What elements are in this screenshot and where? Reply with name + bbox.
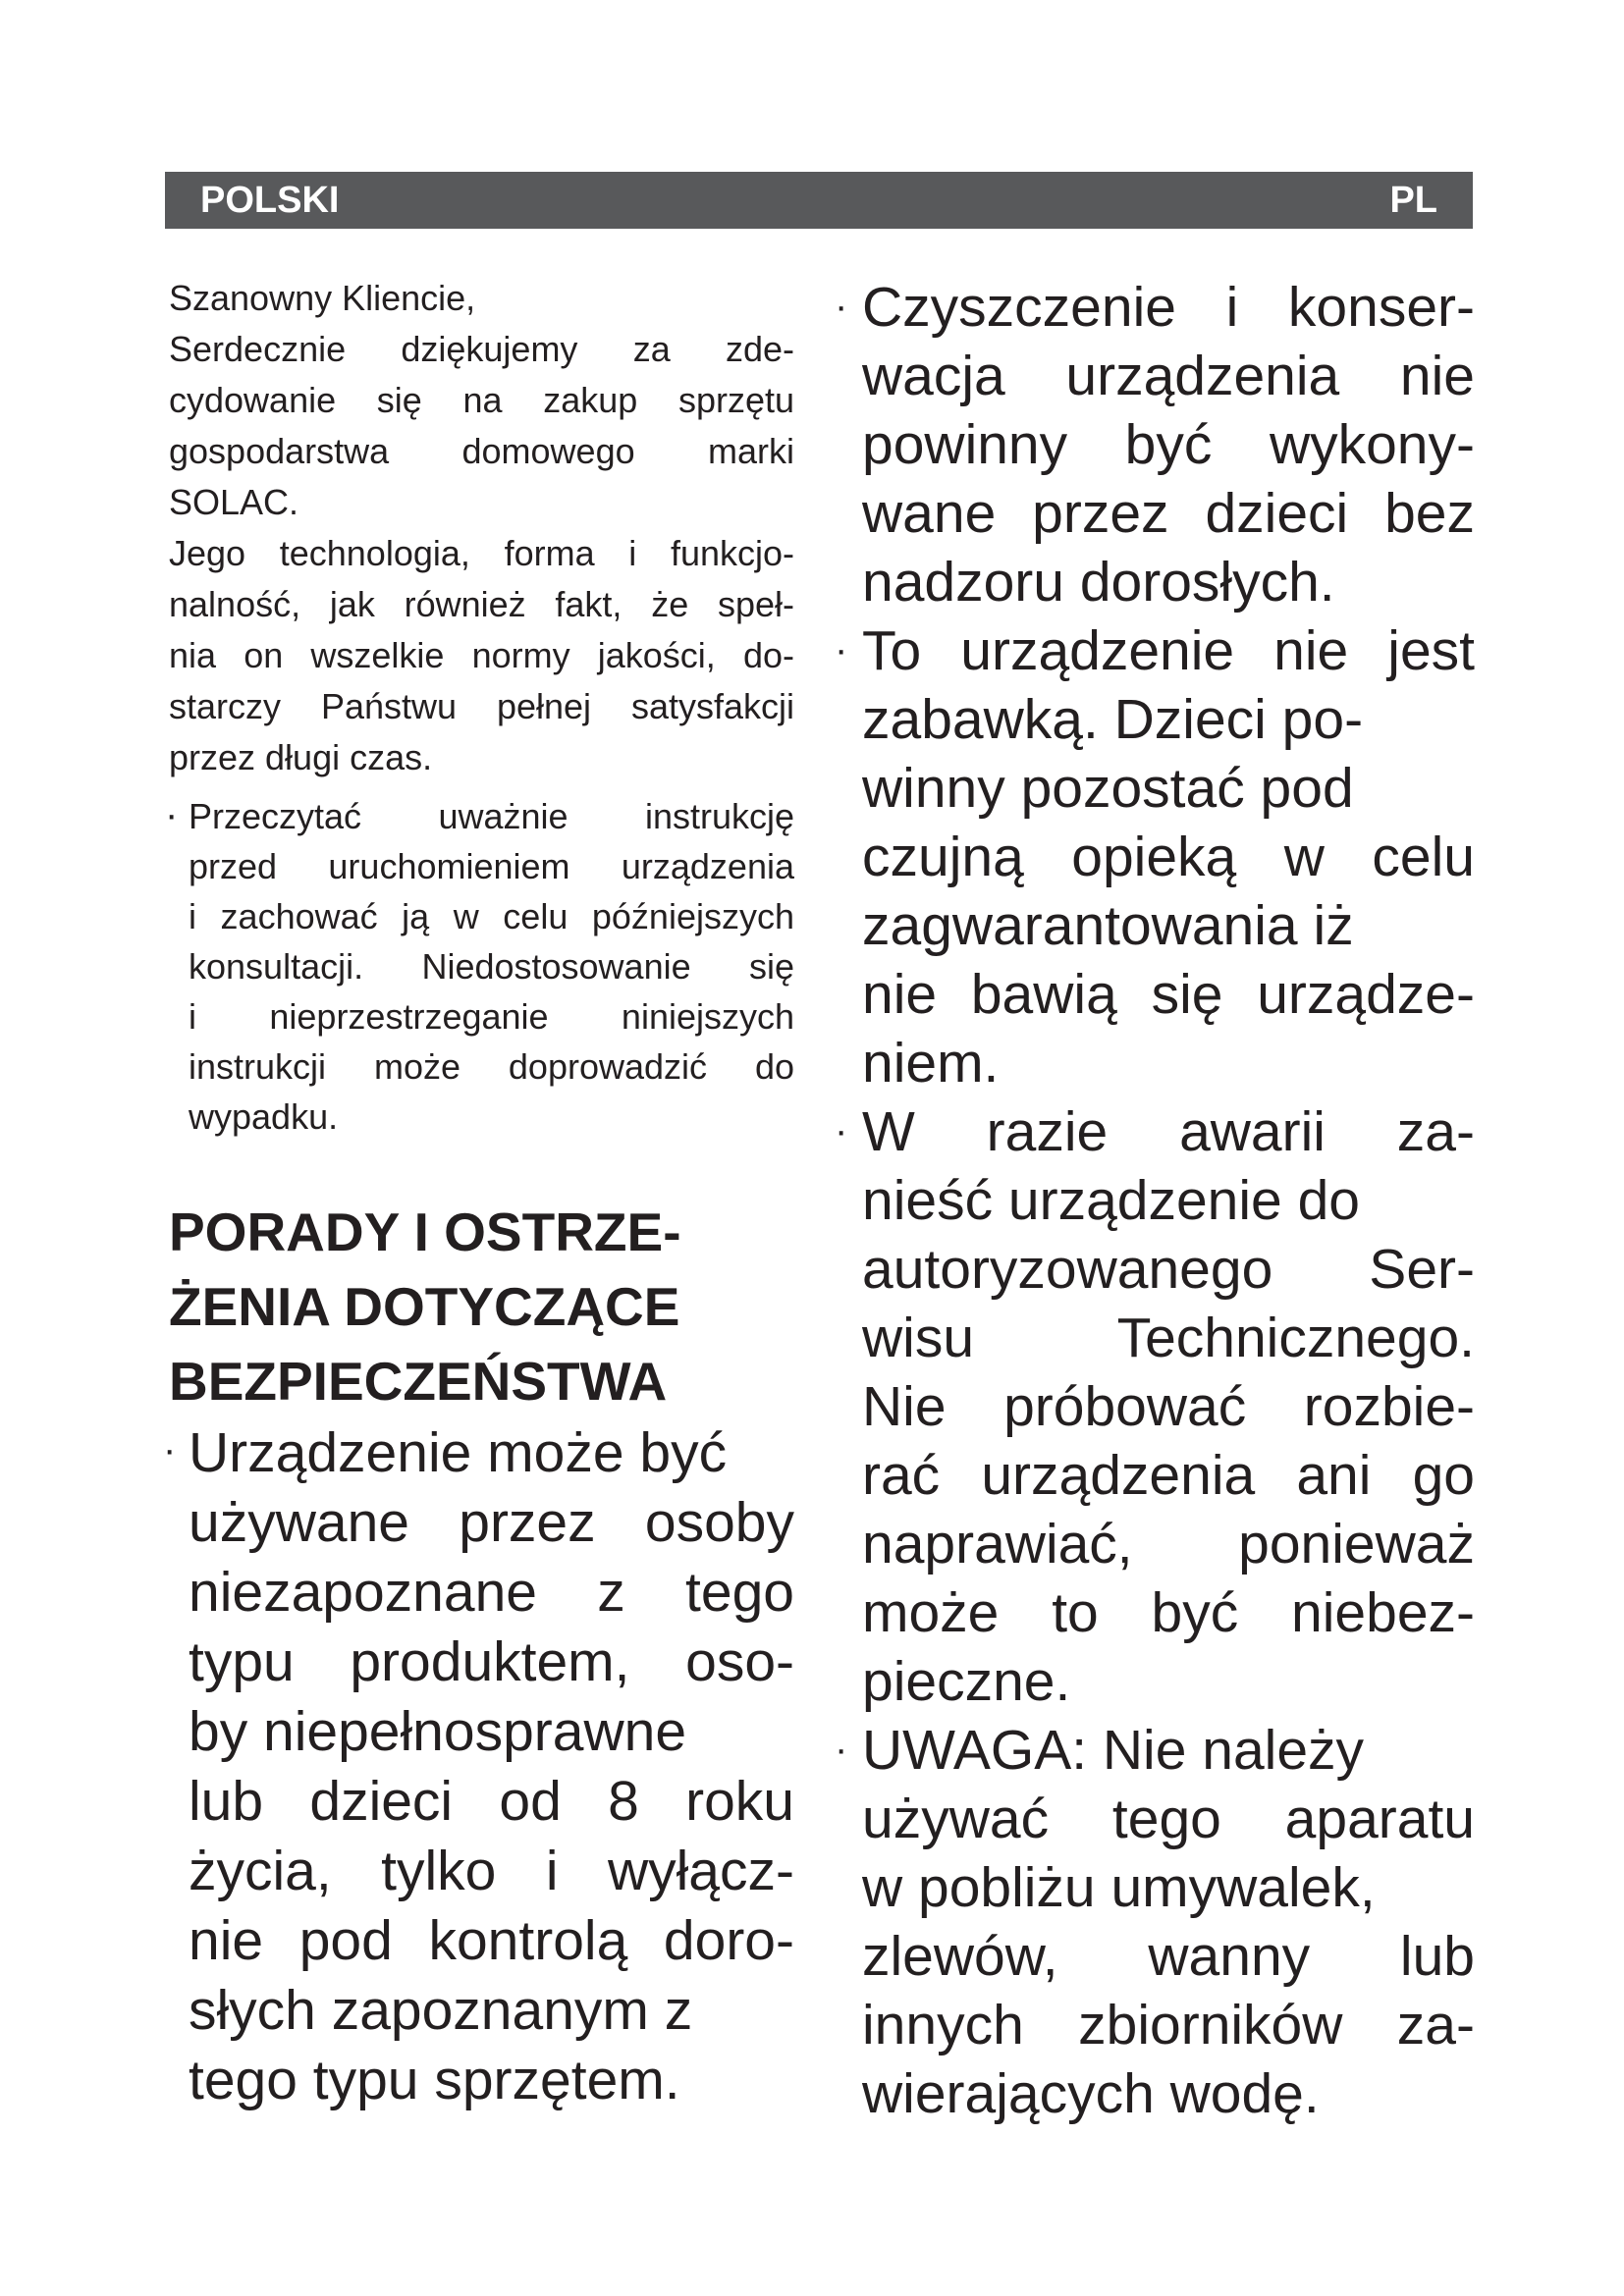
bullet-line: wypadku.: [189, 1096, 339, 1137]
bullet-line: instrukcji może doprowadzić do: [189, 1046, 794, 1087]
bullet-line: Nie próbować rozbie-: [862, 1375, 1475, 1438]
bullet-line: nieść urządzenie do: [862, 1169, 1360, 1232]
bullet-line: by niepełnosprawne: [189, 1700, 687, 1763]
intro-line: Szanowny Kliencie,: [169, 278, 476, 318]
bullet-dot: ·: [835, 1109, 848, 1152]
bullet-line: wane przez dzieci bez: [862, 482, 1475, 545]
bullet-line: słych zapoznanym z: [189, 1979, 693, 2042]
bullet-line: nie bawią się urządze-: [862, 963, 1475, 1026]
left-column: [163, 273, 794, 2115]
heading-line: ŻENIA DOTYCZĄCE: [169, 1276, 680, 1337]
bullet-line: pieczne.: [862, 1650, 1071, 1713]
bullet-line: nie pod kontrolą doro-: [189, 1909, 794, 1972]
bullet-line: życia, tylko i wyłącz-: [189, 1840, 794, 1902]
bullet-line: konsultacji. Niedostosowanie się: [189, 946, 794, 987]
bullet-line: zlewów, wanny lub: [862, 1925, 1475, 1988]
bullet-dot: ·: [835, 628, 848, 671]
warning-bullet: [837, 1716, 1475, 2128]
failure-bullet: [837, 1097, 1475, 1716]
intro-line: przez długi czas.: [169, 737, 433, 777]
heading-line: BEZPIECZEŃSTWA: [169, 1351, 668, 1412]
intro-line: Jego technologia, forma i funkcjo-: [169, 533, 794, 573]
bullet-line: zabawką. Dzieci po-: [862, 688, 1364, 751]
bullet-line: typu produktem, oso-: [189, 1630, 794, 1693]
bullet-dot: ·: [165, 793, 179, 836]
bullet-line: nadzoru dorosłych.: [862, 551, 1335, 614]
bullet-line: Przeczytać uważnie instrukcję: [189, 796, 794, 836]
bullet-line: i zachować ją w celu późniejszych: [189, 896, 794, 936]
bullet-line: wacja urządzenia nie: [862, 345, 1475, 407]
language-header-bar: [165, 172, 1473, 229]
bullet-line: wierających wodę.: [862, 2062, 1320, 2125]
toy-bullet: [837, 616, 1475, 1097]
bullet-line: zagwarantowania iż: [862, 894, 1354, 957]
right-column: [837, 273, 1475, 2128]
bullet-line: przed uruchomieniem urządzenia: [189, 846, 794, 886]
intro-line: nia on wszelkie normy jakości, do-: [169, 635, 794, 675]
bullet-line: niem.: [862, 1032, 1000, 1095]
bullet-line: może to być niebez-: [862, 1581, 1475, 1644]
bullet-line: tego typu sprzętem.: [189, 2049, 680, 2111]
bullet-line: powinny być wykony-: [862, 413, 1475, 476]
bullet-line: i nieprzestrzeganie niniejszych: [189, 996, 794, 1037]
bullet-line: Czyszczenie i konser-: [862, 276, 1475, 339]
bullet-line: używać tego aparatu: [862, 1788, 1475, 1850]
bullet-line: winny pozostać pod: [862, 757, 1354, 820]
intro-line: cydowanie się na zakup sprzętu: [169, 380, 794, 420]
bullet-line: niezapoznane z tego: [189, 1561, 794, 1624]
language-code: PL: [1389, 179, 1437, 221]
bullet-dot: ·: [835, 1728, 848, 1771]
bullet-line: autoryzowanego Ser-: [862, 1238, 1475, 1301]
intro-line: Serdecznie dziękujemy za zde-: [169, 329, 794, 369]
intro-line: starczy Państwu pełnej satysfakcji: [169, 686, 794, 726]
bullet-line: w pobliżu umywalek,: [862, 1856, 1376, 1919]
bullet-line: używane przez osoby: [189, 1491, 794, 1554]
intro-line: gospodarstwa domowego marki: [169, 431, 794, 471]
usage-bullet: [163, 1418, 794, 2115]
safety-heading: [169, 1195, 794, 1418]
bullet-line: rać urządzenia ani go: [862, 1444, 1475, 1507]
bullet-line: czujną opieką w celu: [862, 826, 1475, 888]
language-name: POLSKI: [200, 179, 340, 221]
intro-paragraph: [169, 273, 794, 783]
bullet-line: UWAGA: Nie należy: [862, 1719, 1365, 1782]
bullet-line: lub dzieci od 8 roku: [189, 1770, 794, 1833]
cleaning-bullet: [837, 273, 1475, 616]
bullet-dot: ·: [163, 1428, 177, 1471]
bullet-line: To urządzenie nie jest: [862, 619, 1475, 682]
bullet-line: Urządzenie może być: [189, 1421, 728, 1484]
bullet-dot: ·: [835, 285, 848, 328]
intro-line: nalność, jak również fakt, że speł-: [169, 584, 794, 624]
intro-line: SOLAC.: [169, 482, 299, 522]
heading-line: PORADY I OSTRZE-: [169, 1201, 681, 1262]
read-instructions-bullet: [165, 791, 794, 1142]
bullet-line: naprawiać, ponieważ: [862, 1513, 1475, 1575]
bullet-line: wisu Technicznego.: [862, 1307, 1475, 1369]
bullet-line: innych zbiorników za-: [862, 1994, 1475, 2056]
bullet-line: W razie awarii za-: [862, 1100, 1475, 1163]
